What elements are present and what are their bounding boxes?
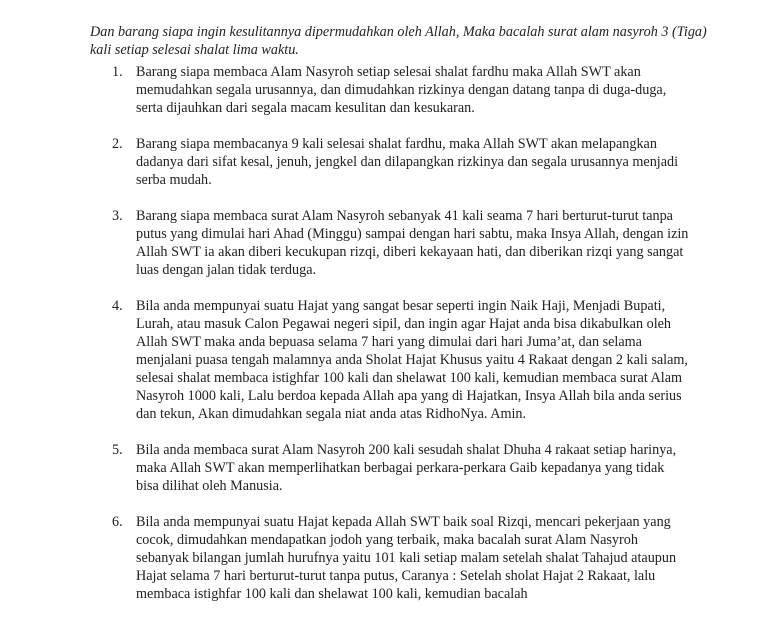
benefits-list [90,63,690,621]
list-item [90,441,690,495]
item-text: Bila anda mempunyai suatu Hajat kepada Allah SWT baik soal Rizqi, mencari pekerjaan yang cocok, dimudahkan mendapatkan jodoh yang terbaik, maka bacalah surat Alam Nasyroh sebanyak bilangan jumlah hurufnya yaitu 101 kali setiap malam setelah shalat Tahajud ataupun Hajat selama 7 hari berturut-turut tanpa putus, Caranya : Setelah sholat Hajat 2 Rakaat, lalu membaca istighfar 100 kali dan shelawat 100 kali, kemudian bacalah [136,514,677,602]
item-text: Barang siapa membaca surat Alam Nasyroh sebanyak 41 kali seama 7 hari berturut-turut tanpa putus yang dimulai hari Ahad (Minggu) sampai dengan hari sabtu, maka Insya Allah, dengan izin Allah SWT ia akan diberi kecukupan rizqi, diberi kekayaan hati, dan diberikan rizqi yang sangat luas dengan jalan tidak terduga. [136,208,689,278]
item-number: 6. [112,514,123,530]
list-item [90,297,690,423]
item-text: Barang siapa membacanya 9 kali selesai shalat fardhu, maka Allah SWT akan melapangkan dadanya dari sifat kesal, jenuh, jengkel dan dilapangkan rizkinya dan segala urusannya menjadi serba mudah. [136,136,679,188]
item-text: Bila anda mempunyai suatu Hajat yang sangat besar seperti ingin Naik Haji, Menjadi Bupati, Lurah, atau masuk Calon Pegawai negeri sipil, dan ingin agar Hajat anda bisa dikabulkan oleh Allah SWT maka anda bepuasa selama 7 hari yang dimulai dari hari Juma’at, dan selama menjalani puasa tengah malamnya anda Sholat Hajat Khusus yaitu 4 Rakaat dengan 2 kali salam, selesai shalat membaca istighfar 100 kali dan shelawat 100 kali, kemudian membaca surat Alam Nasyroh 1000 kali, Lalu berdoa kepada Allah apa yang di Hajatkan, Insya Allah bila anda serius dan tekun, Akan dimudahkan segala niat anda atas RidhoNya. Amin. [136,298,688,422]
item-number: 2. [112,136,123,152]
list-item [90,135,690,189]
item-number: 3. [112,208,123,224]
list-item [90,63,690,117]
intro-paragraph: Dan barang siapa ingin kesulitannya dipermudahkan oleh Allah, Maka bacalah surat alam nasyroh 3 (Tiga) kali setiap selesai shalat lima waktu. [90,24,707,59]
item-number: 5. [112,442,123,458]
list-item [90,207,690,279]
item-text: Bila anda membaca surat Alam Nasyroh 200 kali sesudah shalat Dhuha 4 rakaat setiap harinya, maka Allah SWT akan memperlihatkan berbagai perkara-perkara Gaib kepadanya yang tidak bisa dilihat oleh Manusia. [136,442,677,494]
item-number: 4. [112,298,123,314]
item-text: Barang siapa membaca Alam Nasyroh setiap selesai shalat fardhu maka Allah SWT akan memudahkan segala urusannya, dan dimudahkan rizkinya dengan datang tanpa di duga-duga, serta dijauhkan dari segala macam kesulitan dan kesukaran. [136,64,667,116]
item-number: 1. [112,64,123,80]
list-item [90,513,690,603]
